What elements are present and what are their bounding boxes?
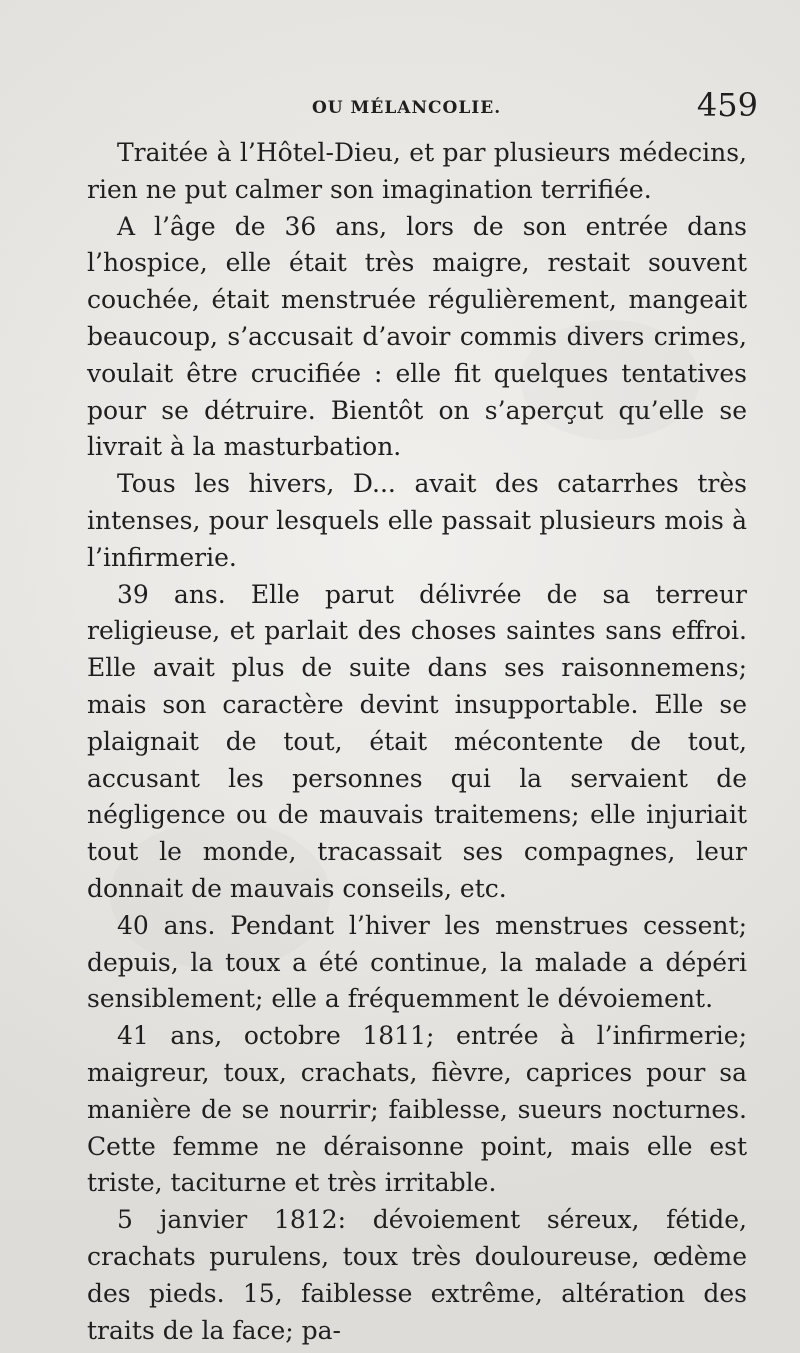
page-header <box>0 88 800 128</box>
paragraph-4: 39 ans. Elle parut délivrée de sa terreur religieuse, et parlait des choses saintes sans effroi. Elle avait plus de suite dans ses raisonnemens; mais son caractère devint insupportable. Elle se plaignait de tout, était mécontente de tout, accusant les personnes qui la servaient de négligence ou de mauvais traitemens; elle injuriait tout le monde, tracassait ses compagnes, leur donnait de mauvais conseils, etc. <box>87 579 747 903</box>
page-number: 459 <box>696 86 758 124</box>
paragraph-5: 40 ans. Pendant l’hiver les menstrues cessent; depuis, la toux a été continue, la malade a dépéri sensiblement; elle a fréquemment le dévoiement. <box>87 910 747 1014</box>
running-title: OU MÉLANCOLIE. <box>312 98 502 118</box>
paragraph-2: A l’âge de 36 ans, lors de son entrée dans l’hospice, elle était très maigre, restait souvent couchée, était menstruée régulièrement, mangeait beaucoup, s’accusait d’avoir commis divers crimes, voulait être crucifiée : elle fit quelques tentatives pour se détruire. Bientôt on s’aperçut qu’elle se livrait à la masturbation. <box>87 211 747 462</box>
paragraph-1: Traitée à l’Hôtel-Dieu, et par plusieurs médecins, rien ne put calmer son imagination terrifiée. <box>87 138 747 204</box>
body-text <box>87 135 747 1349</box>
paragraph-6: 41 ans, octobre 1811; entrée à l’infirmerie; maigreur, toux, crachats, fièvre, caprices pour sa manière de se nourrir; faiblesse, sueurs nocturnes. Cette femme ne déraisonne point, mais elle est triste, taciturne et très irritable. <box>87 1021 747 1198</box>
paragraph-7: 5 janvier 1812: dévoiement séreux, fétide, crachats purulens, toux très douloureuse, œdème des pieds. 15, faiblesse extrême, altération des traits de la face; pa- <box>87 1205 747 1345</box>
paragraph-3: Tous les hivers, D... avait des catarrhes très intenses, pour lesquels elle passait plusieurs mois à l’infirmerie. <box>87 469 747 572</box>
